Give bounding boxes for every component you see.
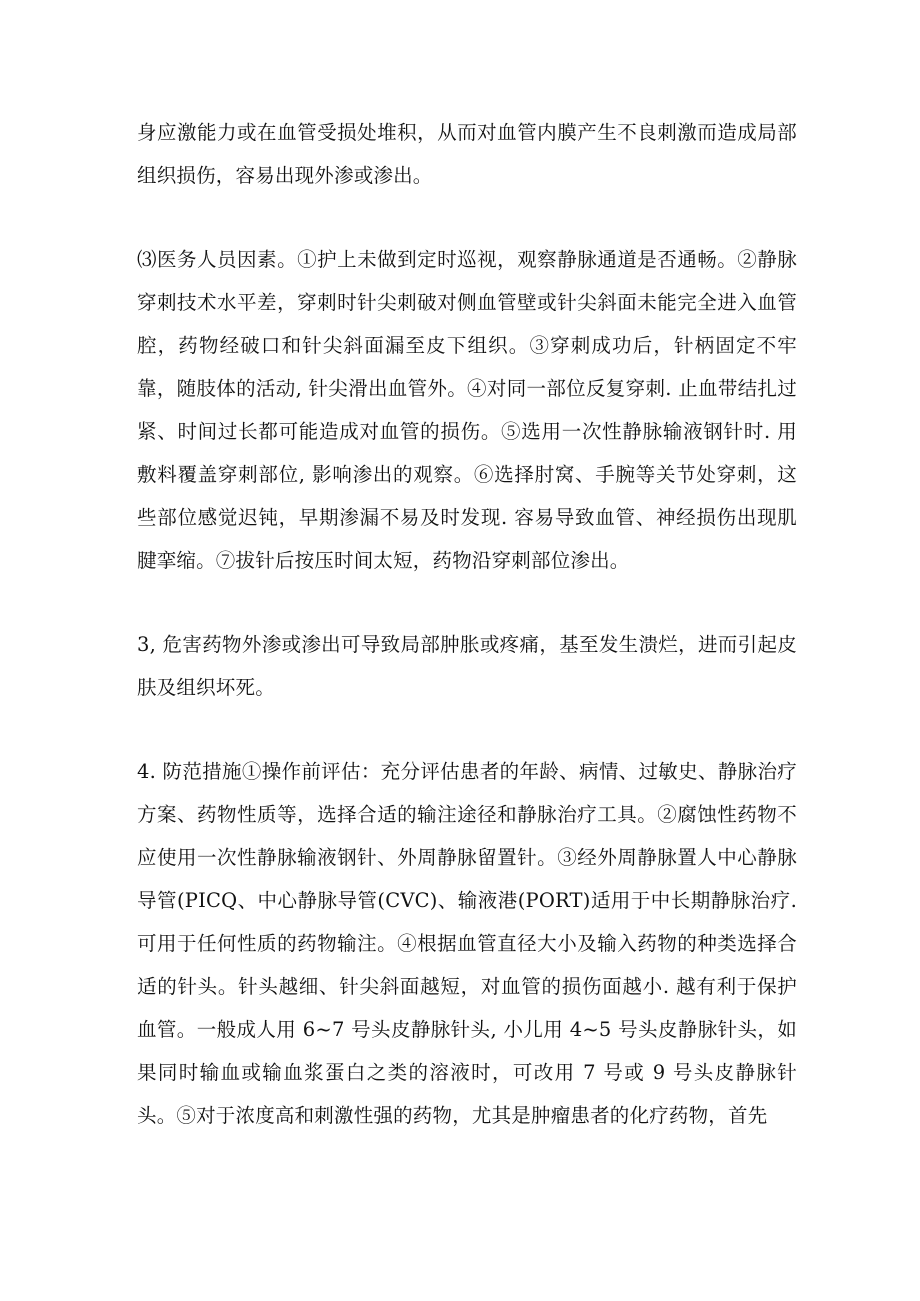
paragraph-hazards: 3, 危害药物外渗或渗出可导致局部肿胀或疼痛，基至发生溃烂，进而引起皮肤及组织坏死。	[137, 633, 797, 699]
paragraph-medical-staff-factors: ⑶医务人员因素。①护上未做到定时巡视，观察静脉通道是否通畅。②静脉穿刺技术水平差，穿刺时针尖刺破对侧血管壁或针尖斜面未能完全进入血管腔，药物经破口和针尖斜面漏至皮下组织。③穿刺成功后，针柄固定不牢靠，随肢体的活动, 针尖滑出血管外。④对同一部位反复穿刺. 止血带结扎过紧、时间过长都可能造成对血管的损伤。⑤选用一次性静脉输液钢针时. 用敷料覆盖穿刺部位, 影响渗出的观察。⑥选择肘窝、手腕等关节处穿刺，这些部位感觉迟钝，早期渗漏不易及时发现. 容易导致血管、神经损伤出现肌腱挛缩。⑦拔针后按压时间太短，药物沿穿刺部位渗出。	[137, 248, 797, 572]
document-body	[137, 111, 797, 1178]
paragraph-continuation: 身应激能力或在血管受损处堆积，从而对血管内膜产生不良刺激而造成局部组织损伤，容易出现外渗或渗出。	[137, 121, 797, 187]
paragraph-prevention-measures: 4. 防范措施①操作前评估：充分评估患者的年龄、病情、过敏史、静脉治疗方案、药物性质等，选择合适的输注途径和静脉治疗工具。②腐蚀性药物不应使用一次性静脉输液钢针、外周静脉留置针。③经外周静脉置人中心静脉导管(PICQ、中心静脉导管(CVC)、输液港(PORT)适用于中长期静脉治疗. 可用于任何性质的药物输注。④根据血管直径大小及输入药物的种类选择合适的针头。针头越细、针尖斜面越短，对血管的损伤面越小. 越有利于保护血管。一般成人用 6~7 号头皮静脉针头, 小儿用 4~5 号头皮静脉针头，如果同时输血或输血浆蛋白之类的溶液时，可改用 7 号或 9 号头皮静脉针头。⑤对于浓度高和刺激性强的药物，尤其是肿瘤患者的化疗药物，首先	[137, 760, 797, 1127]
